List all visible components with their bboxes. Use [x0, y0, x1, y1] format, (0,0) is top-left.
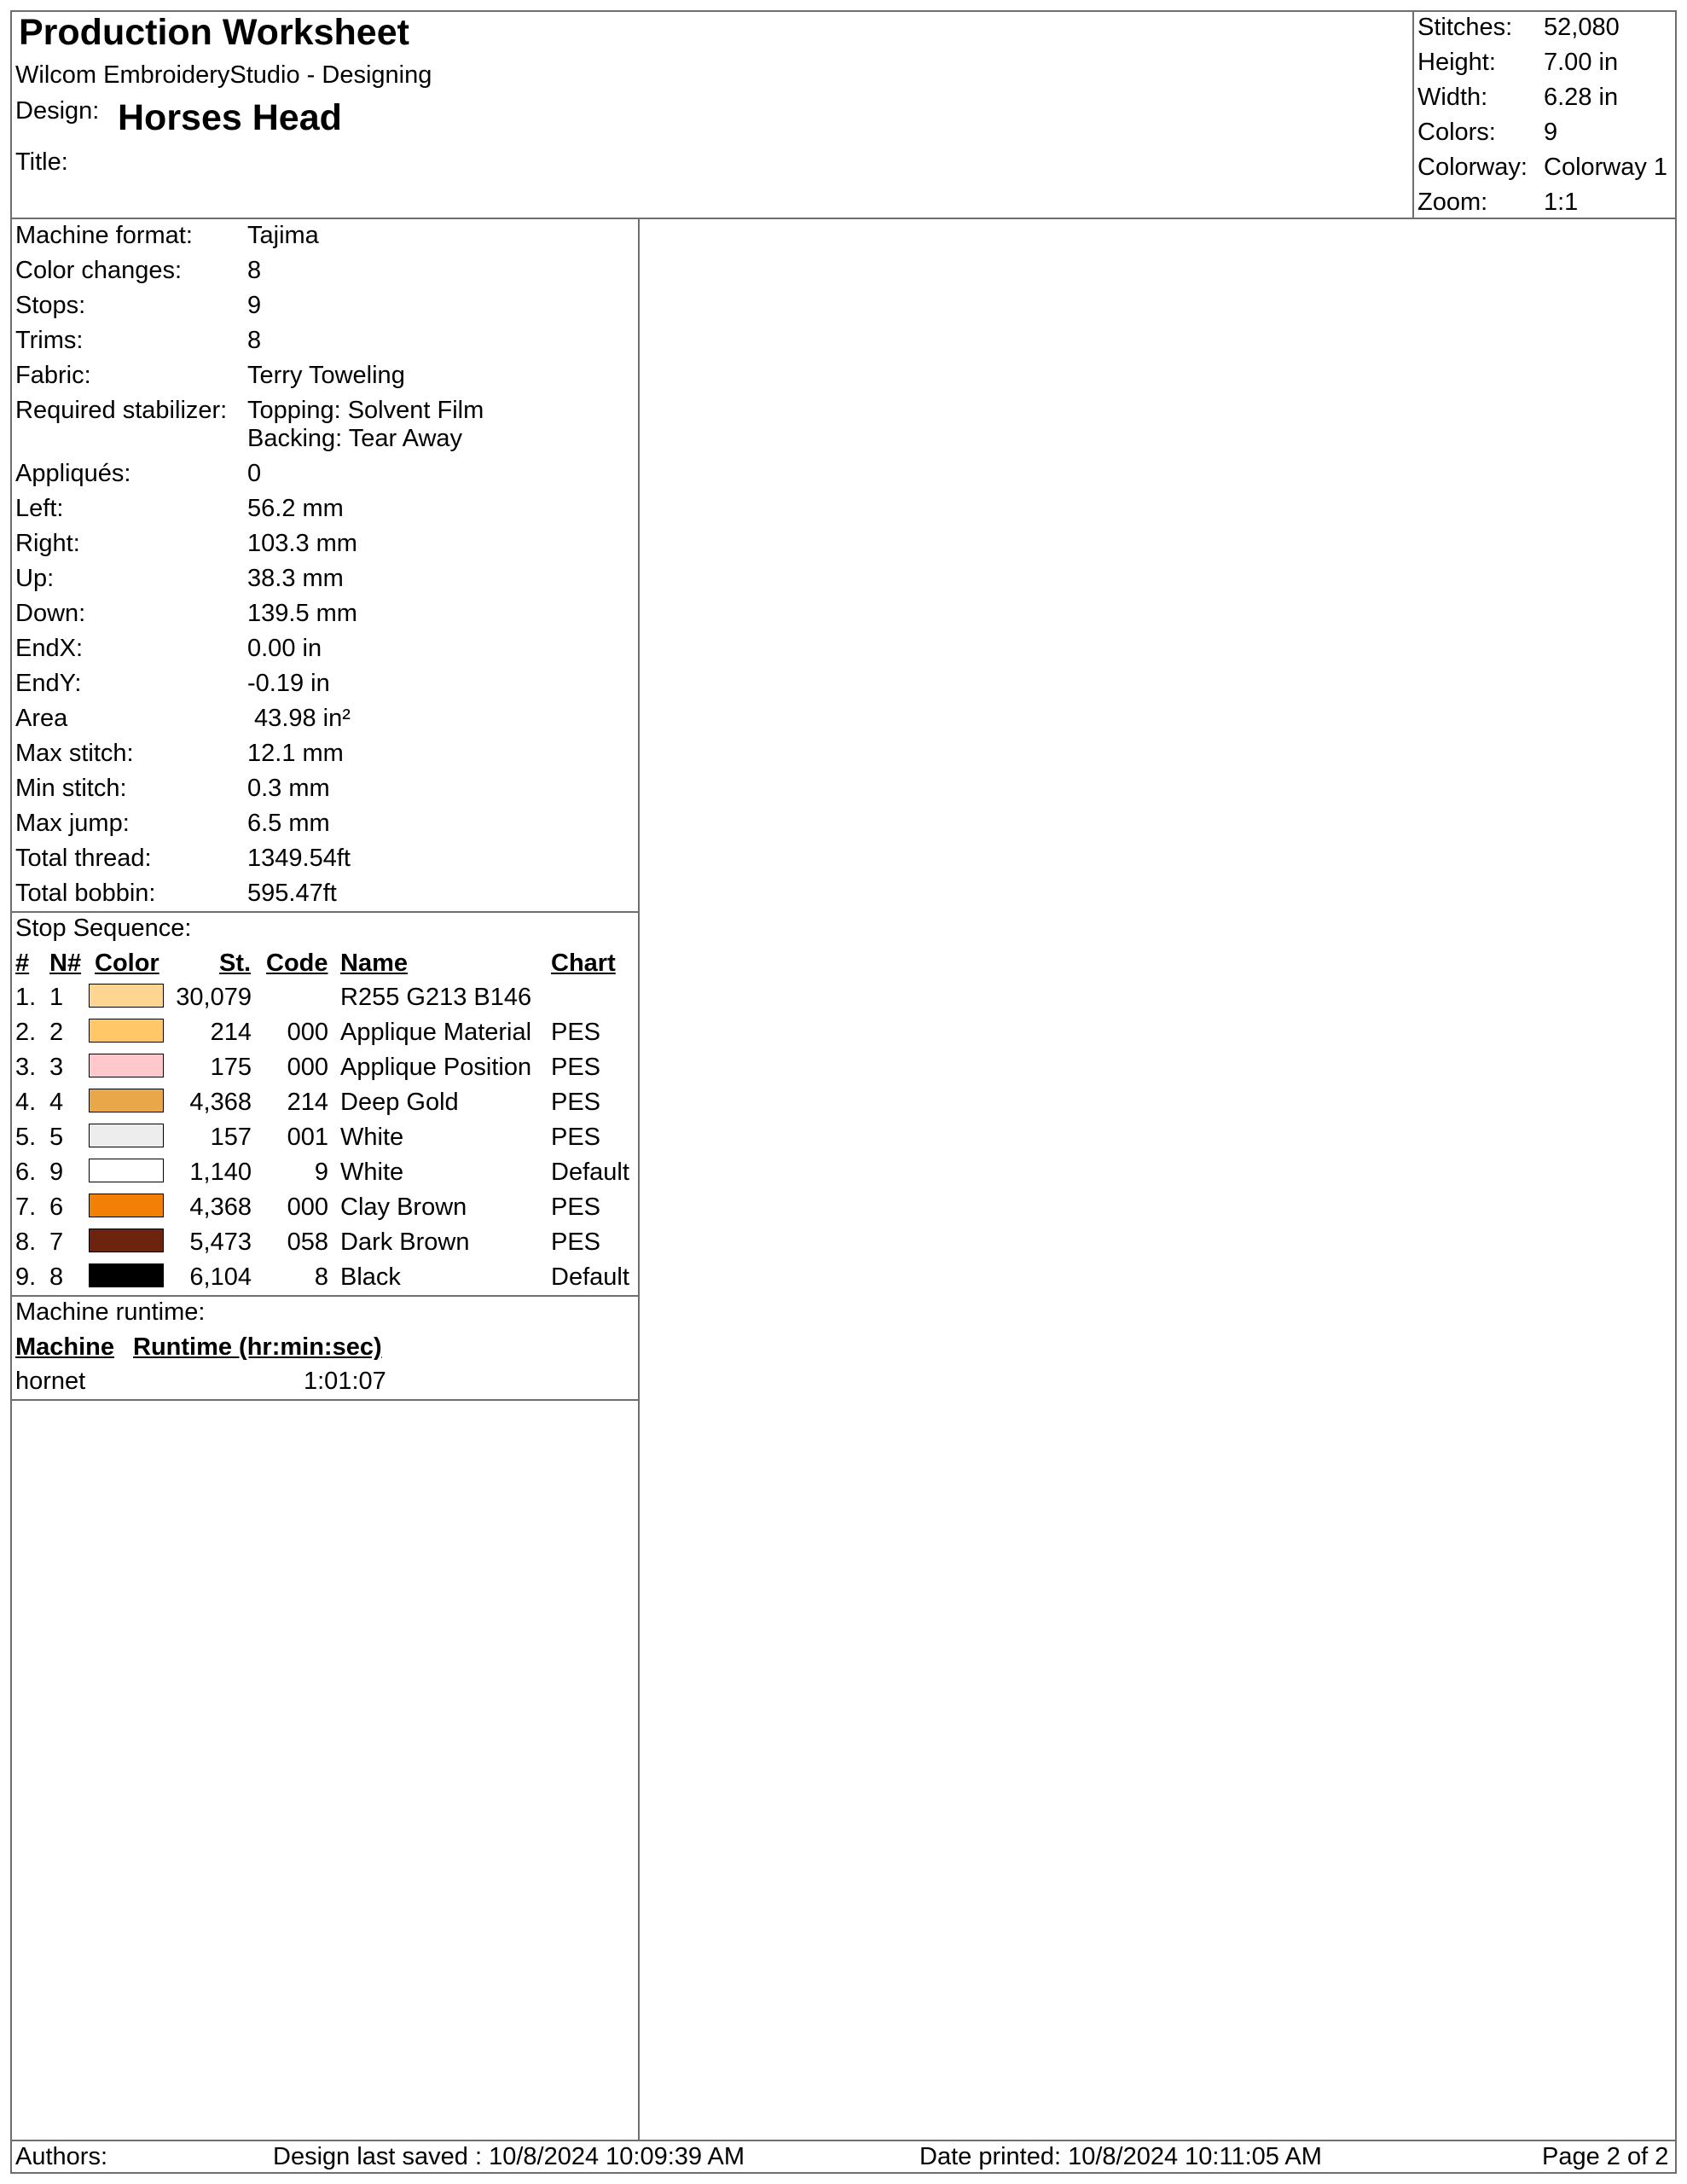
stop-sequence-title: Stop Sequence: [15, 915, 192, 942]
design-label: Design: [15, 97, 100, 125]
thread-code: 8 [314, 1263, 328, 1291]
info-value: 8 [247, 257, 262, 284]
info-value: -0.19 in [247, 670, 330, 697]
thread-chart: Default [551, 1263, 629, 1291]
info-label: Total thread: [15, 845, 152, 872]
stitch-count: 30,079 [176, 984, 252, 1011]
thread-code: 214 [287, 1089, 328, 1116]
thread-chart: PES [551, 1194, 601, 1221]
stat-label: Stitches: [1417, 14, 1513, 41]
info-value: Backing: Tear Away [247, 425, 463, 452]
info-value: 595.47ft [247, 880, 337, 907]
info-value: Tajima [247, 222, 319, 249]
design-last-saved: Design last saved : 10/8/2024 10:09:39 AM [273, 2143, 745, 2170]
software-name: Wilcom EmbroideryStudio - Designing [15, 61, 432, 89]
section-divider [10, 911, 639, 913]
info-value: 6.5 mm [247, 810, 330, 837]
column-header-code: Code [266, 950, 328, 977]
needle-number: 5 [49, 1124, 64, 1151]
thread-name: R255 G213 B146 [340, 984, 532, 1011]
info-label: Machine format: [15, 222, 193, 249]
needle-number: 9 [49, 1159, 64, 1186]
color-swatch [89, 1228, 164, 1252]
stat-value: Colorway 1 [1544, 154, 1668, 181]
row-number: 8. [15, 1228, 37, 1256]
thread-code: 000 [287, 1194, 328, 1221]
runtime-value: 1:01:07 [304, 1368, 386, 1395]
stat-label: Colorway: [1417, 154, 1528, 181]
thread-name: Clay Brown [340, 1194, 467, 1221]
info-label: Down: [15, 600, 86, 627]
info-label: Fabric: [15, 362, 91, 389]
stat-label: Width: [1417, 84, 1488, 111]
info-label: Appliqués: [15, 460, 131, 487]
thread-name: Deep Gold [340, 1089, 459, 1116]
row-number: 5. [15, 1124, 37, 1151]
stat-label: Height: [1417, 49, 1496, 76]
info-label: Max stitch: [15, 740, 134, 767]
info-label: Stops: [15, 292, 86, 319]
page-title: Production Worksheet [19, 12, 409, 53]
stitch-count: 6,104 [189, 1263, 252, 1291]
needle-number: 1 [49, 984, 64, 1011]
column-header-runtime: Runtime (hr:min:sec) [133, 1333, 382, 1361]
info-label: Color changes: [15, 257, 183, 284]
stitch-count: 4,368 [189, 1089, 252, 1116]
column-header-number: # [15, 950, 30, 977]
info-value: 38.3 mm [247, 565, 344, 592]
thread-name: Dark Brown [340, 1228, 470, 1256]
info-value: 0 [247, 460, 262, 487]
color-swatch [89, 1124, 164, 1147]
section-divider [10, 1399, 639, 1401]
needle-number: 8 [49, 1263, 64, 1291]
color-swatch [89, 1019, 164, 1043]
authors-label: Authors: [15, 2143, 107, 2170]
column-header-chart: Chart [551, 950, 616, 977]
machine-name: hornet [15, 1368, 86, 1395]
info-label: Total bobbin: [15, 880, 156, 907]
color-swatch [89, 1054, 164, 1077]
row-number: 3. [15, 1054, 37, 1081]
stitch-count: 5,473 [189, 1228, 252, 1256]
design-name: Horses Head [118, 97, 342, 138]
info-value: 43.98 in² [247, 705, 351, 732]
column-header-color: Color [95, 950, 159, 977]
color-swatch [89, 1089, 164, 1112]
stat-value: 52,080 [1544, 14, 1620, 41]
row-number: 2. [15, 1019, 37, 1046]
stat-label: Colors: [1417, 119, 1496, 146]
info-value: 103.3 mm [247, 530, 357, 557]
color-swatch [89, 1263, 164, 1287]
stat-value: 7.00 in [1544, 49, 1619, 76]
color-swatch [89, 1159, 164, 1182]
footer-divider [10, 2140, 1677, 2141]
page-number: Page 2 of 2 [1542, 2143, 1669, 2170]
info-label: Area [15, 705, 68, 732]
needle-number: 6 [49, 1194, 64, 1221]
info-label: Right: [15, 530, 80, 557]
info-value: 12.1 mm [247, 740, 344, 767]
info-value: 0.3 mm [247, 775, 330, 802]
info-label: Required stabilizer: [15, 397, 228, 424]
thread-name: White [340, 1124, 404, 1151]
section-divider [10, 1295, 639, 1297]
thread-code: 001 [287, 1124, 328, 1151]
info-label: Max jump: [15, 810, 130, 837]
row-number: 6. [15, 1159, 37, 1186]
info-value: 9 [247, 292, 262, 319]
column-header-stitches: St. [219, 950, 252, 977]
info-label: EndX: [15, 635, 83, 662]
info-label: Up: [15, 565, 55, 592]
stat-value: 1:1 [1544, 189, 1579, 216]
info-label: Left: [15, 495, 64, 522]
row-number: 1. [15, 984, 37, 1011]
thread-name: Applique Position [340, 1054, 532, 1081]
row-number: 7. [15, 1194, 37, 1221]
stitch-count: 175 [210, 1054, 252, 1081]
color-swatch [89, 984, 164, 1008]
thread-code: 058 [287, 1228, 328, 1256]
row-number: 9. [15, 1263, 37, 1291]
column-header-needle: N# [49, 950, 82, 977]
thread-name: White [340, 1159, 404, 1186]
column-header-name: Name [340, 950, 408, 977]
stitch-count: 1,140 [189, 1159, 252, 1186]
needle-number: 3 [49, 1054, 64, 1081]
info-value: Terry Toweling [247, 362, 405, 389]
info-value: 0.00 in [247, 635, 322, 662]
needle-number: 2 [49, 1019, 64, 1046]
thread-code: 000 [287, 1054, 328, 1081]
row-number: 4. [15, 1089, 37, 1116]
machine-runtime-title: Machine runtime: [15, 1298, 206, 1326]
info-label: Min stitch: [15, 775, 127, 802]
column-header-machine: Machine [15, 1333, 115, 1361]
stat-value: 6.28 in [1544, 84, 1619, 111]
thread-name: Black [340, 1263, 401, 1291]
info-value: Topping: Solvent Film [247, 397, 484, 424]
thread-code: 9 [314, 1159, 328, 1186]
needle-number: 7 [49, 1228, 64, 1256]
info-value: 139.5 mm [247, 600, 357, 627]
color-swatch [89, 1194, 164, 1217]
thread-chart: PES [551, 1228, 601, 1256]
stitch-count: 214 [210, 1019, 252, 1046]
thread-chart: PES [551, 1019, 601, 1046]
stat-value: 9 [1544, 119, 1558, 146]
thread-chart: Default [551, 1159, 629, 1186]
stitch-count: 157 [210, 1124, 252, 1151]
thread-chart: PES [551, 1124, 601, 1151]
thread-code: 000 [287, 1019, 328, 1046]
thread-chart: PES [551, 1054, 601, 1081]
info-label: Trims: [15, 327, 84, 354]
stat-label: Zoom: [1417, 189, 1488, 216]
thread-name: Applique Material [340, 1019, 532, 1046]
stitch-count: 4,368 [189, 1194, 252, 1221]
date-printed: Date printed: 10/8/2024 10:11:05 AM [919, 2143, 1322, 2170]
thread-chart: PES [551, 1089, 601, 1116]
info-label: EndY: [15, 670, 82, 697]
title-label: Title: [15, 148, 68, 176]
info-value: 56.2 mm [247, 495, 344, 522]
info-value: 8 [247, 327, 262, 354]
info-value: 1349.54ft [247, 845, 351, 872]
needle-number: 4 [49, 1089, 64, 1116]
